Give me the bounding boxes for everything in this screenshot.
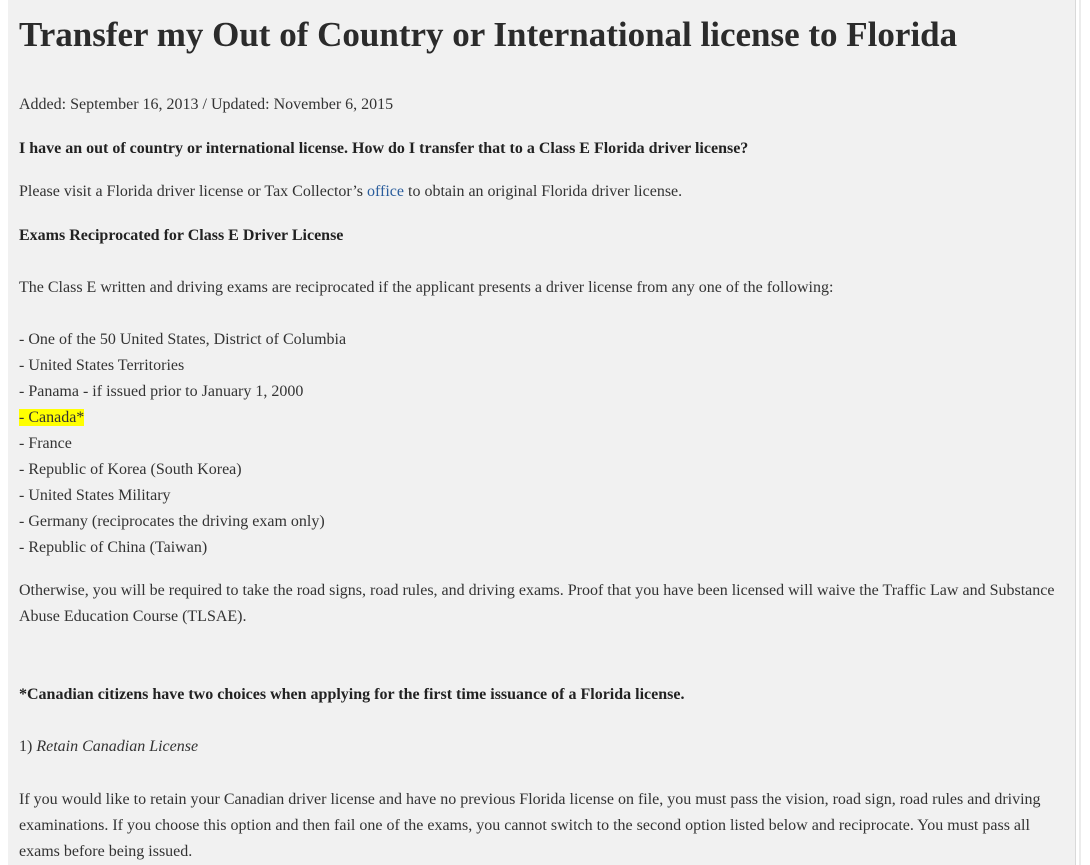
article-dates: Added: September 16, 2013 / Updated: November 6, 2015 — [19, 96, 394, 113]
list-item: - Germany (reciprocates the driving exam only) — [19, 513, 325, 530]
list-item: - United States Territories — [19, 357, 185, 374]
otherwise-paragraph: Otherwise, you will be required to take the road signs, road rules, and driving exams. Proof that you have been licensed will waive the Traffic Law and Substance Abuse Education Course (TLSAE). — [19, 582, 1055, 625]
page-title: Transfer my Out of Country or International license to Florida — [19, 15, 958, 54]
list-item: - France — [19, 435, 72, 452]
faq-answer — [19, 179, 682, 205]
exams-heading: Exams Reciprocated for Class E Driver License — [19, 227, 344, 244]
list-item-highlighted — [19, 405, 84, 431]
option-1-heading — [19, 734, 198, 760]
option-1-paragraph: If you would like to retain your Canadian driver license and have no previous Florida license on file, you must pass the vision, road sign, road rules and driving examinations. If you choose this option and then fail one of the exams, you cannot switch to the second option listed below and reciprocate. You must pass all exams before being issued. — [19, 791, 1041, 860]
answer-text-after: to obtain an original Florida driver license. — [404, 183, 683, 200]
faq-question: I have an out of country or international license. How do I transfer that to a Class E Florida driver license? — [19, 140, 749, 157]
option-1-title: Retain Canadian License — [36, 738, 199, 755]
scrollbar-track[interactable] — [1079, 0, 1081, 865]
list-item: - Republic of Korea (South Korea) — [19, 461, 242, 478]
list-item: - One of the 50 United States, District of Columbia — [19, 331, 347, 348]
list-item: - United States Military — [19, 487, 171, 504]
highlight-canada: - Canada* — [19, 409, 85, 426]
canadian-heading: *Canadian citizens have two choices when applying for the first time issuance of a Florida license. — [19, 686, 685, 703]
list-item: - Republic of China (Taiwan) — [19, 539, 208, 556]
list-item: - Panama - if issued prior to January 1, 2000 — [19, 383, 304, 400]
answer-text-before: Please visit a Florida driver license or Tax Collector’s — [19, 183, 367, 200]
option-1-number: 1) — [19, 738, 37, 755]
office-link[interactable]: office — [366, 183, 404, 200]
scrollbar-edge — [1075, 0, 1076, 865]
exams-intro: The Class E written and driving exams are reciprocated if the applicant presents a driver license from any one of the following: — [19, 279, 834, 296]
